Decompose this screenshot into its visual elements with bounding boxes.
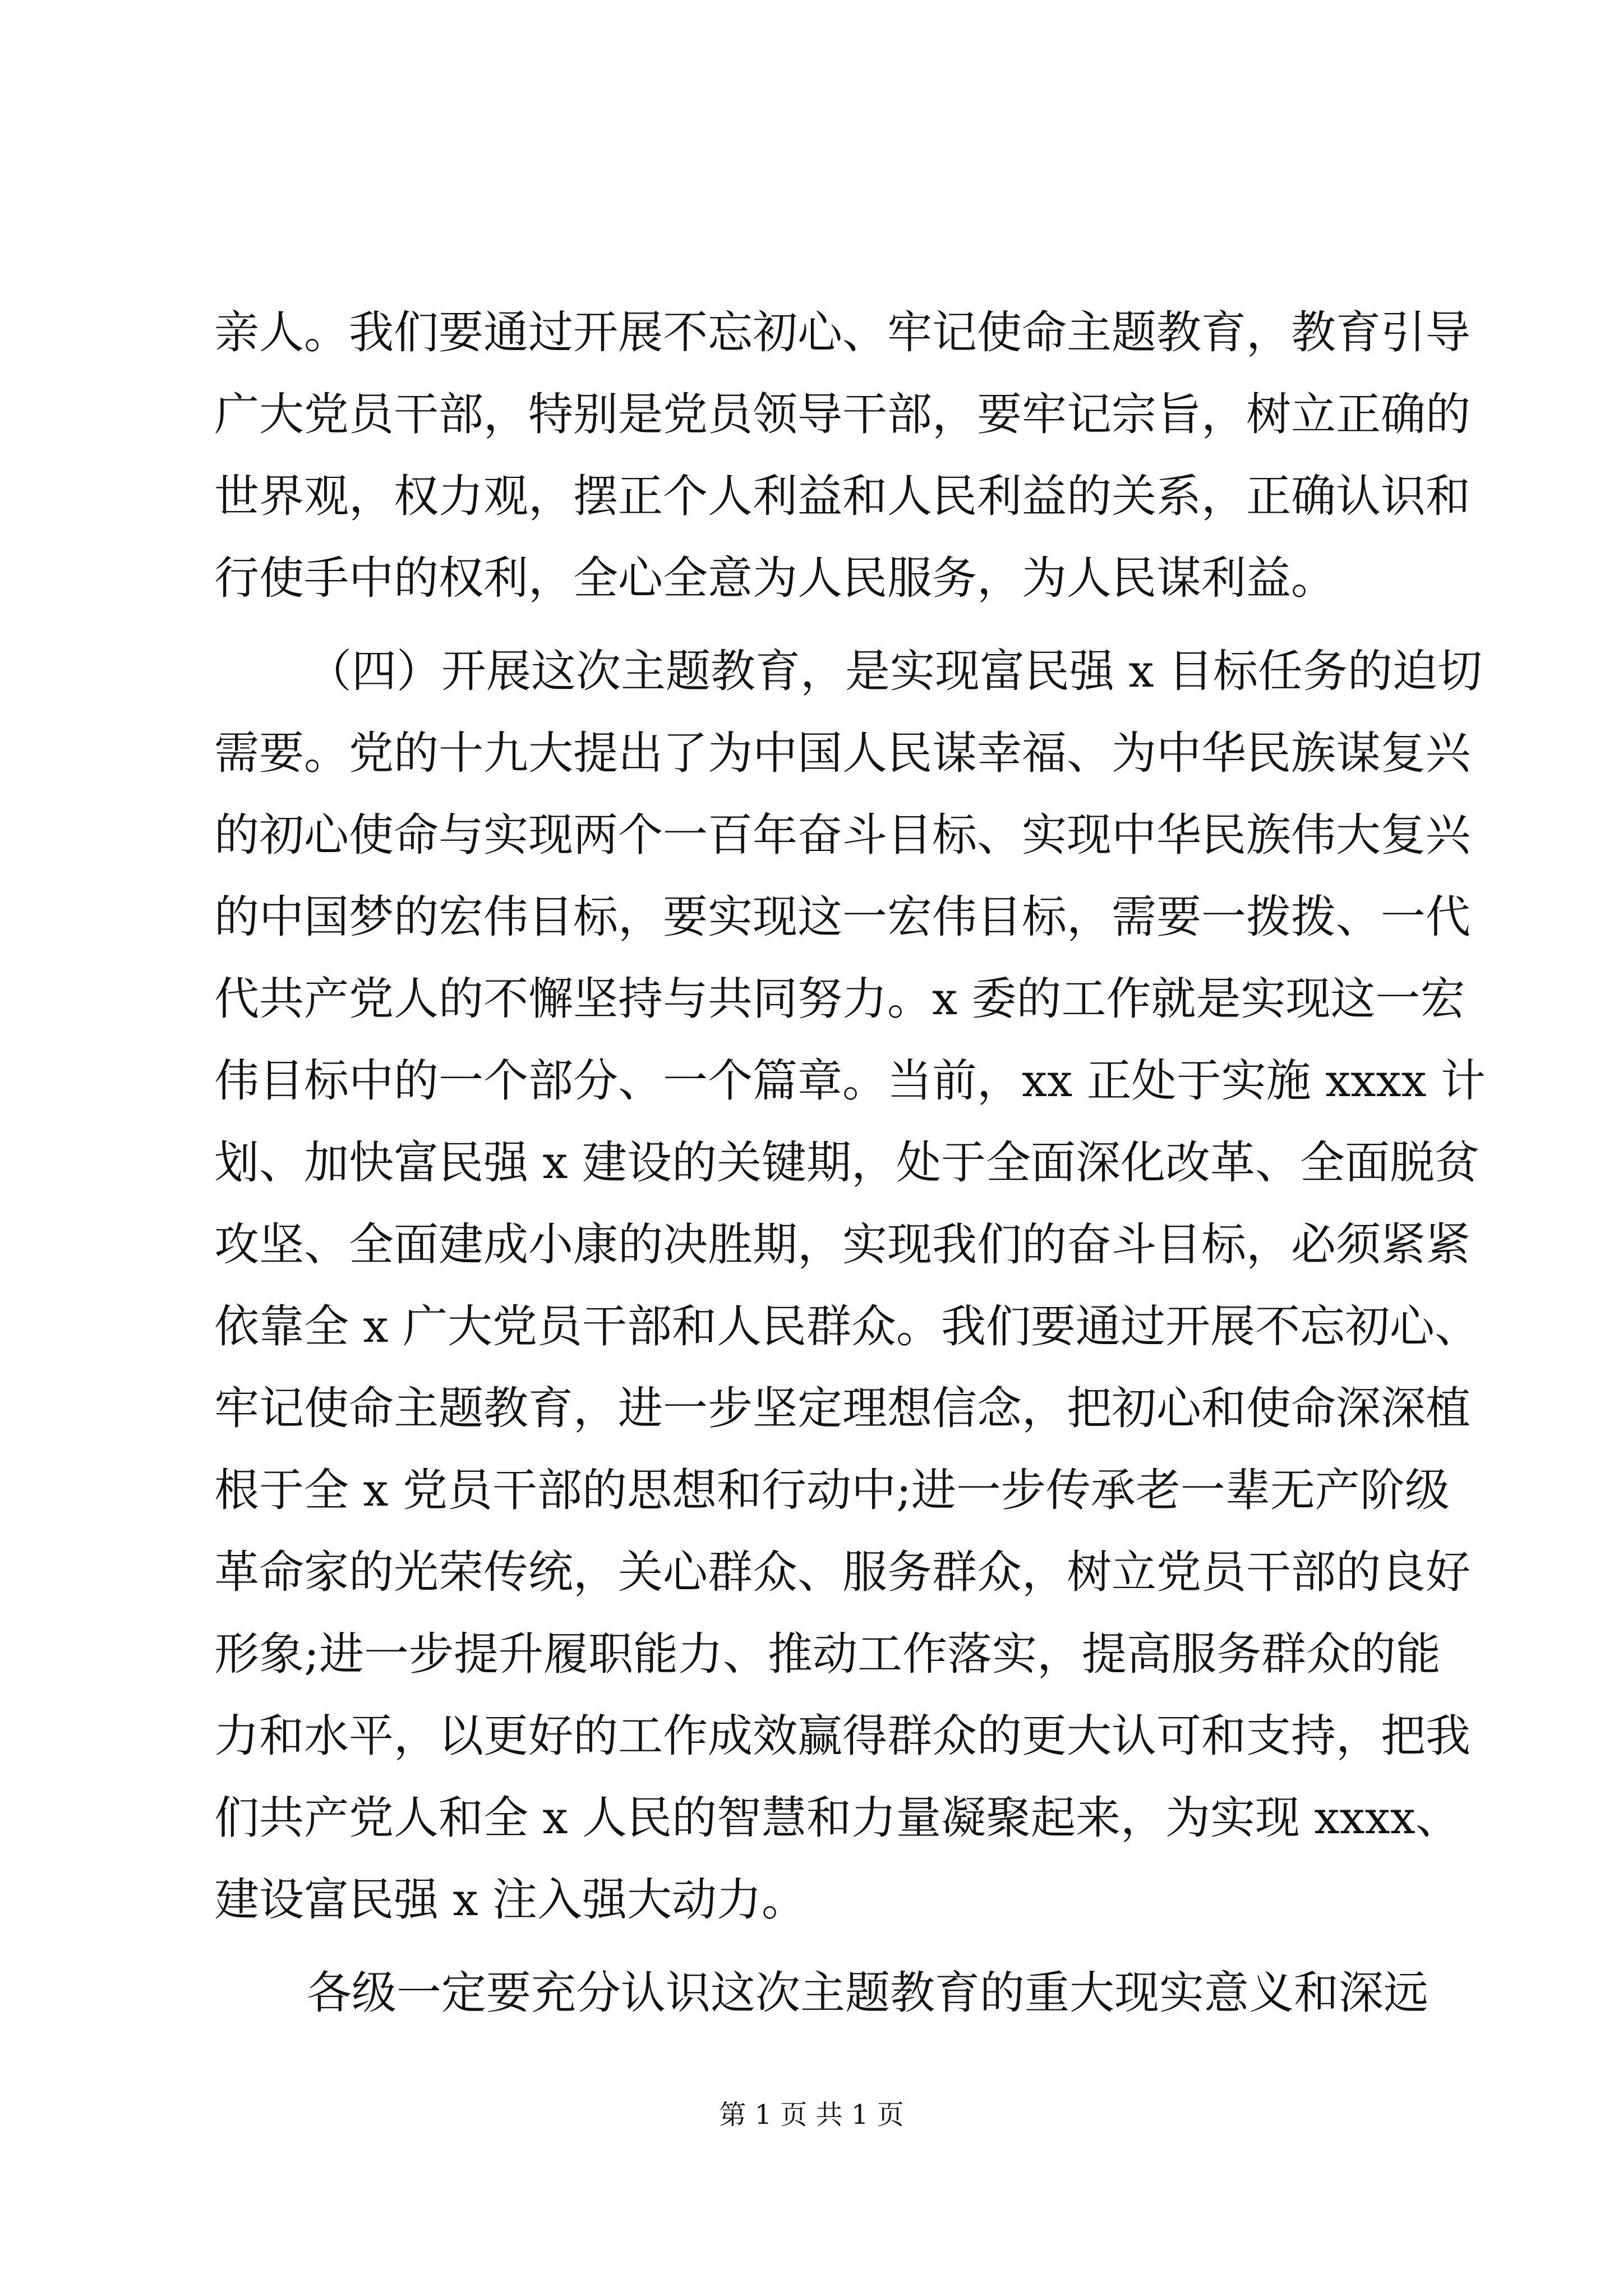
text-line: 形象;进一步提升履职能力、推动工作落实，提高服务群众的能 bbox=[214, 1628, 1441, 1680]
paragraph-3 bbox=[214, 1952, 1426, 2034]
text-line: 各级一定要充分认识这次主题教育的重大现实意义和深远 bbox=[307, 1967, 1428, 2019]
text-line: 广大党员干部，特别是党员领导干部，要牢记宗旨，树立正确的 bbox=[214, 388, 1470, 440]
text-line: 依靠全 x 广大党员干部和人民群众。我们要通过开展不忘初心、 bbox=[214, 1300, 1479, 1352]
text-line: 代共产党人的不懈坚持与共同努力。x 委的工作就是实现这一宏 bbox=[214, 973, 1465, 1025]
text-line: 的中国梦的宏伟目标，要实现这一宏伟目标，需要一拨拨、一代 bbox=[214, 891, 1470, 943]
page-number-label: 第 1 页 共 1 页 bbox=[719, 2099, 904, 2131]
text-line: 划、加快富民强 x 建设的关键期，处于全面深化改革、全面脱贫 bbox=[214, 1137, 1479, 1189]
text-line: 亲人。我们要通过开展不忘初心、牢记使命主题教育，教育引导 bbox=[214, 306, 1470, 358]
paragraph-2 bbox=[214, 631, 1486, 1941]
page-footer bbox=[0, 2098, 1623, 2132]
text-line: （四）开展这次主题教育，是实现富民强 x 目标任务的迫切 bbox=[307, 645, 1482, 697]
text-line: 根于全 x 党员干部的思想和行动中;进一步传承老一辈无产阶级 bbox=[214, 1464, 1450, 1516]
text-line: 建设富民强 x 注入强大动力。 bbox=[214, 1874, 806, 1926]
paragraph-1 bbox=[214, 292, 1470, 619]
text-line: 革命家的光荣传统，关心群众、服务群众，树立党员干部的良好 bbox=[214, 1546, 1470, 1598]
text-line: 世界观，权力观，摆正个人利益和人民利益的关系，正确认识和 bbox=[214, 470, 1470, 522]
text-line: 攻坚、全面建成小康的决胜期，实现我们的奋斗目标，必须紧紧 bbox=[214, 1218, 1470, 1271]
paragraph-gap bbox=[214, 619, 1426, 631]
text-line: 伟目标中的一个部分、一个篇章。当前，xx 正处于实施 xxxx 计 bbox=[214, 1055, 1486, 1107]
paragraph-gap bbox=[214, 1941, 1426, 1952]
text-line: 牢记使命主题教育，进一步坚定理想信念，把初心和使命深深植 bbox=[214, 1382, 1470, 1434]
text-line: 需要。党的十九大提出了为中国人民谋幸福、为中华民族谋复兴 bbox=[214, 727, 1470, 779]
text-line: 行使手中的权利，全心全意为人民服务，为人民谋利益。 bbox=[214, 552, 1336, 604]
document-body bbox=[214, 292, 1486, 2034]
text-line: 的初心使命与实现两个一百年奋斗目标、实现中华民族伟大复兴 bbox=[214, 809, 1470, 861]
text-line: 们共产党人和全 x 人民的智慧和力量凝聚起来，为实现 xxxx、 bbox=[214, 1792, 1460, 1844]
text-line: 力和水平，以更好的工作成效赢得群众的更大认可和支持，把我 bbox=[214, 1710, 1470, 1762]
